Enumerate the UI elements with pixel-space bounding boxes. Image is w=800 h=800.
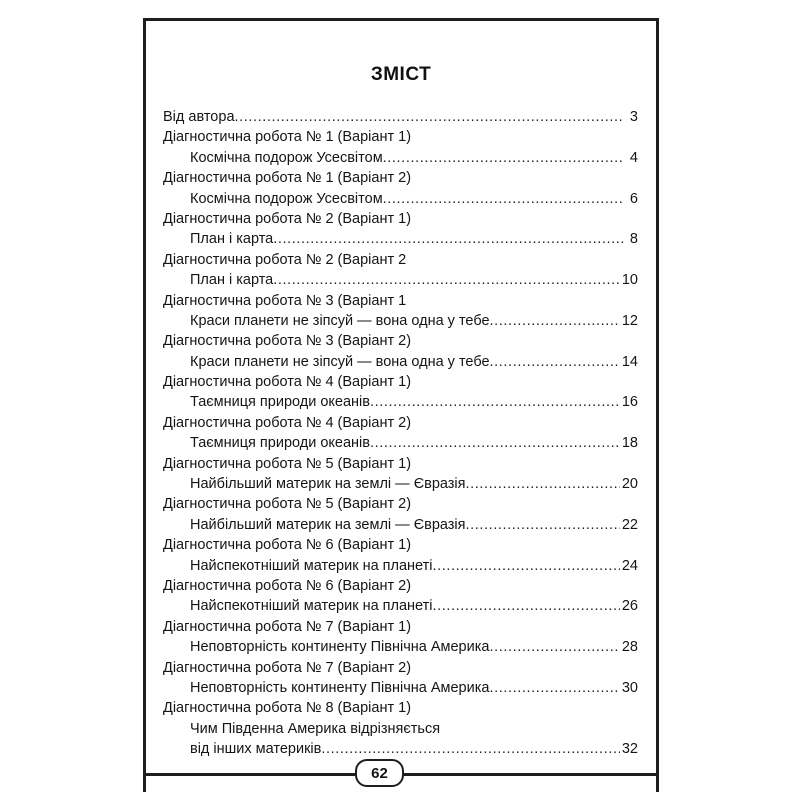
toc-entry-text: Космічна подорож Усесвітом: [190, 190, 383, 207]
dot-leader: [235, 107, 624, 127]
toc-entry-text: Діагностична робота № 7 (Варіант 1): [163, 618, 412, 635]
dot-leader: [273, 270, 620, 290]
toc-entry-title: [163, 311, 638, 331]
toc-entry-text: Краси планети не зіпсуй — вона одна у тебе: [190, 353, 490, 370]
toc-entry-title: [163, 229, 638, 249]
toc-entry-title: [163, 433, 638, 453]
toc-entry-heading: [163, 209, 638, 229]
toc-entry-heading: [163, 168, 638, 188]
toc-entry-text: Діагностична робота № 1 (Варіант 1): [163, 129, 412, 146]
toc-entry-text: Діагностична робота № 5 (Варіант 1): [163, 455, 412, 472]
toc-entry-heading: [163, 617, 638, 637]
toc-page-number: 30: [621, 679, 638, 696]
toc-entry-title: [163, 148, 638, 168]
toc-entry-text: від інших материків: [190, 741, 322, 758]
toc-entry-text: Діагностична робота № 2 (Варіант 2: [163, 251, 407, 268]
dot-leader: [383, 148, 624, 168]
toc-page-number: 18: [621, 435, 638, 452]
toc-entry-title: [163, 270, 638, 290]
toc-entry-title: [163, 515, 638, 535]
toc-entry-heading: [163, 413, 638, 433]
toc-entry-heading: [163, 494, 638, 514]
dot-leader: [466, 474, 620, 494]
toc-entry-text: Діагностична робота № 3 (Варіант 1: [163, 292, 407, 309]
toc-page-number: 16: [621, 394, 638, 411]
toc-entry-heading: [163, 372, 638, 392]
toc-page-number: 10: [621, 272, 638, 289]
dot-leader: [489, 637, 619, 657]
dot-leader: [490, 352, 620, 372]
toc-entry-title: [163, 474, 638, 494]
toc-entry-text: Найспекотніший материк на планеті: [190, 557, 433, 574]
toc-page-number: 3: [629, 109, 638, 125]
toc-entry-text: Таємниця природи океанів: [190, 394, 370, 411]
toc-entry-text: Найбільший материк на землі — Євразія: [190, 476, 466, 493]
toc-entry-heading: [163, 698, 638, 718]
toc-entry-text: Космічна подорож Усесвітом: [190, 149, 383, 166]
toc-entry-text: Діагностична робота № 6 (Варіант 2): [163, 577, 412, 594]
toc-entry-text: План і карта: [190, 272, 274, 289]
toc-entry-title: [163, 352, 638, 372]
toc-entry-text: Діагностична робота № 3 (Варіант 2): [163, 333, 412, 350]
page-number: 62: [355, 759, 404, 787]
toc-page-number: 24: [621, 557, 638, 574]
dot-leader: [370, 433, 620, 453]
toc-entry-title: [163, 719, 638, 739]
toc-page-number: 26: [621, 598, 638, 615]
toc-page-number: 4: [629, 149, 638, 166]
toc-entry-text: Найспекотніший материк на планеті: [190, 598, 433, 615]
toc-entry-text: Неповторність континенту Північна Америка: [190, 679, 490, 696]
dot-leader: [433, 596, 620, 616]
dot-leader: [433, 556, 620, 576]
toc-entry-text: Діагностична робота № 6 (Варіант 1): [163, 537, 412, 554]
dot-leader: [489, 678, 619, 698]
dot-leader: [370, 392, 620, 412]
toc-page-number: 22: [621, 516, 638, 533]
dot-leader: [466, 515, 620, 535]
toc-entry-title: [163, 392, 638, 412]
toc-title: ЗМІСТ: [370, 64, 432, 85]
toc-entry-heading: [163, 535, 638, 555]
toc-entry-text: Діагностична робота № 1 (Варіант 2): [163, 170, 412, 187]
toc-page-number: 20: [621, 476, 638, 493]
toc-entry-title: [163, 678, 638, 698]
toc-entry-heading: [163, 576, 638, 596]
toc-entry-heading: [163, 454, 638, 474]
toc-entry-text: Діагностична робота № 4 (Варіант 2): [163, 414, 412, 431]
toc-page-number: 12: [621, 312, 638, 329]
toc-entry-title: [163, 556, 638, 576]
toc-entry-text: Таємниця природи океанів: [190, 435, 370, 452]
toc-entry-heading: [163, 331, 638, 351]
toc-entry-text: Діагностична робота № 5 (Варіант 2): [163, 496, 412, 513]
toc-entry-text: Неповторність континенту Північна Америка: [190, 639, 490, 656]
toc-page-number: 14: [621, 353, 638, 370]
toc-page-number: 28: [621, 639, 638, 656]
toc-entry-text: Чим Південна Америка відрізняється: [190, 720, 441, 737]
toc-entry-text: Діагностична робота № 4 (Варіант 1): [163, 374, 412, 391]
toc-entry-heading: [163, 291, 638, 311]
dot-leader: [273, 229, 624, 249]
toc-entry-text: Найбільший материк на землі — Євразія: [190, 516, 466, 533]
dot-leader: [383, 189, 624, 209]
toc-page-number: 32: [621, 741, 638, 758]
table-of-contents: [163, 107, 638, 760]
dot-leader: [321, 739, 620, 759]
toc-entry-text: План і карта: [190, 231, 274, 248]
toc-entry-title: [163, 637, 638, 657]
toc-entry-heading: [163, 250, 638, 270]
toc-page-number: 6: [629, 190, 638, 207]
dot-leader: [490, 311, 620, 331]
toc-entry-text: Діагностична робота № 7 (Варіант 2): [163, 659, 412, 676]
toc-entry-title: [163, 739, 638, 759]
toc-entry-text: Діагностична робота № 8 (Варіант 1): [163, 700, 412, 717]
toc-page-number: 8: [629, 231, 638, 248]
toc-entry-title: [163, 596, 638, 616]
toc-entry-title: [163, 189, 638, 209]
toc-entry-text: Діагностична робота № 2 (Варіант 1): [163, 210, 412, 227]
toc-entry-heading: [163, 107, 638, 127]
toc-entry-heading: [163, 658, 638, 678]
toc-entry-text: Краси планети не зіпсуй — вона одна у тебе: [190, 312, 490, 329]
book-page: [143, 18, 659, 792]
toc-entry-text: Від автора: [163, 109, 235, 125]
toc-entry-heading: [163, 127, 638, 147]
